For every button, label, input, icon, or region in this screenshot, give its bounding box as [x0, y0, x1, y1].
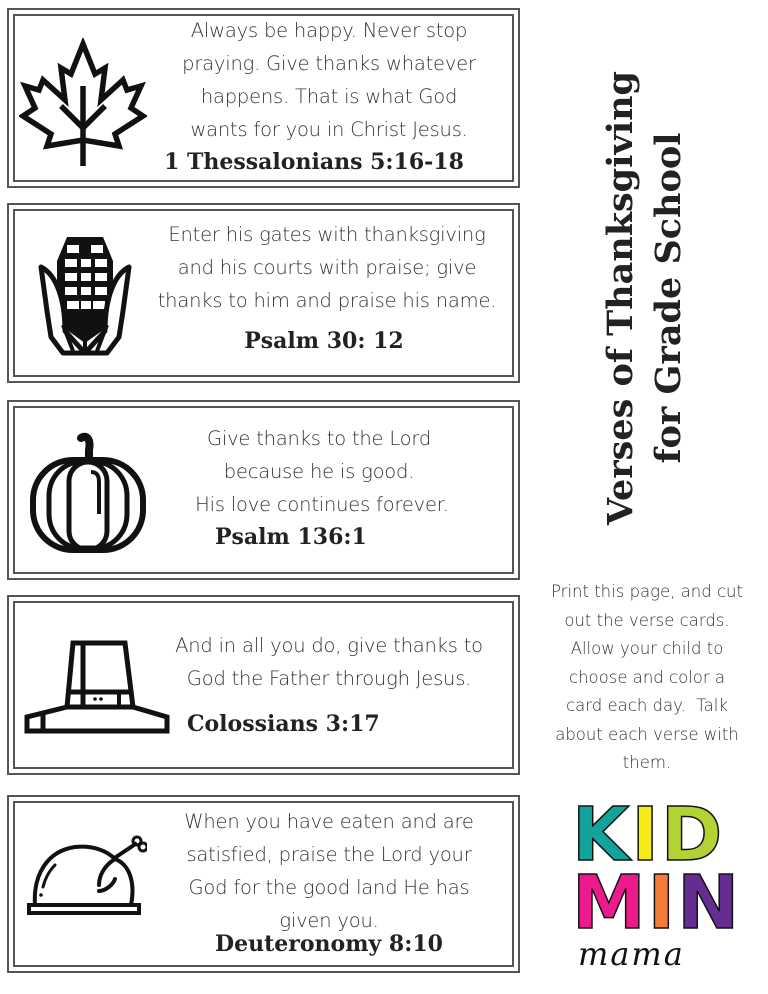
verse-reference: Psalm 30: 12: [244, 328, 404, 354]
verse-card-4: [7, 595, 520, 775]
page-title: [590, 30, 700, 565]
logo-letter: I: [647, 860, 676, 946]
logo-row-min: [572, 860, 740, 946]
page-title-text: Verses of Thanksgiving for Grade School: [600, 70, 689, 525]
verse-text: And in all you do, give thanks to God the Father through Jesus.: [175, 634, 483, 690]
verse-reference: Psalm 136:1: [215, 524, 367, 550]
kidmin-mama-logo: [560, 792, 740, 975]
logo-script-text: mama: [578, 935, 685, 973]
corn-icon: [37, 231, 133, 359]
verse-text: Always be happy. Never stop praying. Give thanks whatever happens. That is what God wants for you in Christ Jesus.: [182, 19, 476, 141]
verse-card-1: [7, 8, 520, 188]
logo-letter: M: [572, 860, 646, 946]
verse-reference: Deuteronomy 8:10: [215, 931, 443, 957]
maple-leaf-icon: [19, 38, 147, 170]
verse-card-3: [7, 400, 520, 580]
verse-reference: 1 Thessalonians 5:16-18: [164, 149, 464, 175]
verse-text: Enter his gates with thanksgiving and his courts with praise; give thanks to him and praise his name.: [157, 223, 497, 312]
logo-letter: D: [660, 792, 723, 878]
verse-card-2: [7, 203, 520, 383]
verse-card-5: [7, 795, 520, 973]
roast-turkey-icon: [27, 835, 147, 919]
verse-reference: Colossians 3:17: [187, 711, 380, 737]
instructions-text: Print this page, and cut out the verse cards. Allow your child to choose and color a card each day. Talk about each verse with them.: [551, 582, 743, 772]
verse-text: Give thanks to the Lord because he is good. His love continues forever.: [189, 427, 449, 516]
verse-text: When you have eaten and are satisfied, praise the Lord your God for the good land He has given you.: [184, 810, 474, 932]
logo-letter: K: [572, 792, 630, 878]
logo-letter: N: [677, 860, 740, 946]
pumpkin-icon: [27, 430, 149, 556]
logo-letter: I: [631, 792, 659, 878]
